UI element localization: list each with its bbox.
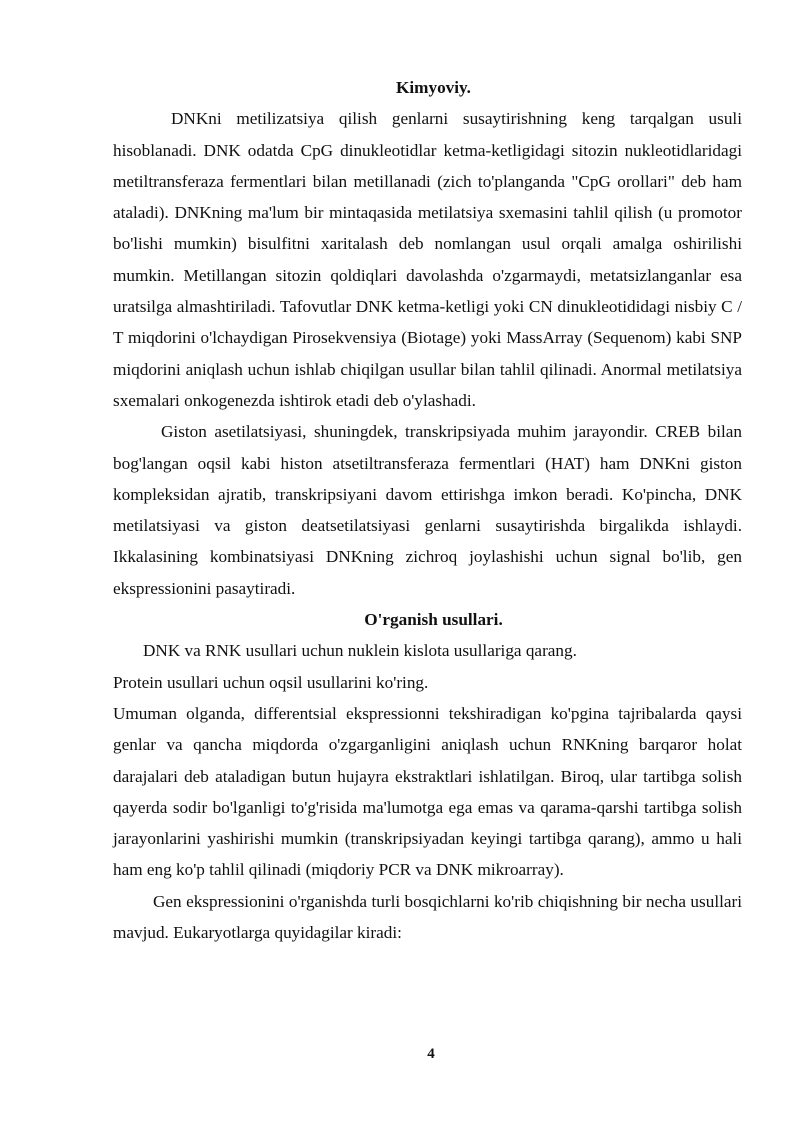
paragraph-dna-methylation: DNKni metilizatsiya qilish genlarni susaytirishning keng tarqalgan usuli hisoblanadi. DNK odatda CpG dinukleotidlar ketma-ketligidagi sitozin nukleotidlaridagi metiltransferaza fermentlari bilan metillanadi (zich to'planganda "CpG orollari" deb ham ataladi). DNKning ma'lum bir mintaqasida metilatsiya sxemasini tahlil qilish (u promotor bo'lishi mumkin) bisulfitni xaritalash deb nomlangan usul orqali amalga oshirilishi mumkin. Metillangan sitozin qoldiqlari davolashda o'zgarmaydi, metatsizlanganlar esa uratsilga almashtiriladi. Tafovutlar DNK ketma-ketligi yoki CN dinukleotididagi nisbiy C / T miqdorini o'lchaydigan Pirosekvensiya (Biotage) yoki MassArray (Sequenom) kabi SNP miqdorini aniqlash uchun ishlab chiqilgan usullar bilan tahlil qilinadi. Anormal metilatsiya sxemalari onkogenezda ishtirok etadi deb o'ylashadi.: [113, 109, 742, 410]
paragraph-histone-acetylation: Giston asetilatsiyasi, shuningdek, transkripsiyada muhim jarayondir. CREB bilan bog'langan oqsil kabi histon atsetiltransferaza fermentlari (HAT) ham DNKni giston kompleksidan ajratib, transkripsiyani davom ettirishga imkon beradi. Ko'pincha, DNK metilatsiyasi va giston deatsetilatsiyasi genlarni susaytirishda birgalikda ishlaydi. Ikkalasining kombinatsiyasi DNKning zichroq joylashishi uchun signal bo'lib, gen ekspressionini pasaytiradi.: [113, 422, 742, 598]
page-number: 4: [427, 1046, 435, 1062]
paragraph-differential-expression: Umuman olganda, differentsial ekspressionni tekshiradigan ko'pgina tajribalarda qaysi genlar va qancha miqdorda o'zgarganligini aniqlash uchun RNKning barqaror holat darajalari deb ataladigan butun hujayra ekstraktlari ishlatilgan. Biroq, ular tartibga solish qayerda sodir bo'lganligi to'g'risida ma'lumotga ega emas va qarama-qarshi tartibga solish jarayonlarini yashirishi mumkin (transkripsiyadan keyingi tartibga qarang), ammo u hali ham eng ko'p tahlil qilinadi (miqdoriy PCR va DNK mikroarray).: [113, 703, 742, 880]
section-heading-methods: O'rganish usullari.: [364, 610, 503, 630]
paragraph-protein-methods: Protein usullari uchun oqsil usullarini ko'ring.: [113, 672, 429, 692]
section-heading-kimyoviy: Kimyoviy.: [396, 78, 471, 97]
page-content: [113, 72, 742, 948]
paragraph-dna-rna-methods: DNK va RNK usullari uchun nuklein kislota usullariga qarang.: [143, 641, 577, 661]
paragraph-expression-stages: Gen ekspressionini o'rganishda turli bosqichlarni ko'rib chiqishning bir necha usullari mavjud. Eukaryotlarga quyidagilar kiradi:: [113, 891, 742, 943]
